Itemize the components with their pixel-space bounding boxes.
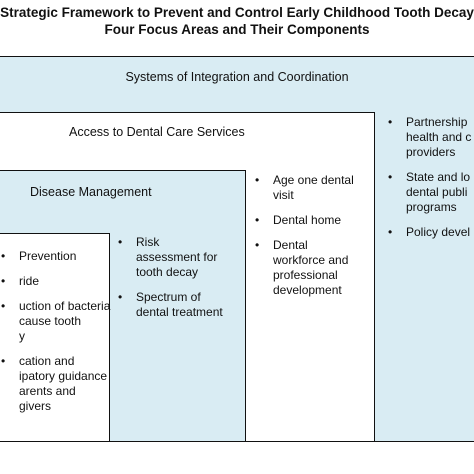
list-item: • cation and ipatory guidance arents and givers [0, 354, 110, 414]
list-item: • Dental workforce and professional development [251, 238, 375, 298]
list-item: • Dental home [251, 213, 375, 228]
list-item: • Prevention [0, 249, 110, 264]
area-label-systems: Systems of Integration and Coordination [125, 70, 349, 84]
systems-list [384, 115, 474, 250]
prevention-list [0, 249, 110, 424]
area-label-disease: Disease Management [30, 185, 152, 199]
list-item: • ride [0, 274, 110, 289]
list-item: • State and lo dental publi programs [384, 170, 474, 215]
list-item: • Risk assessment for tooth decay [114, 235, 244, 280]
diagram-title: Strategic Framework to Prevent and Control Early Childhood Tooth Decay [0, 5, 474, 20]
diagram-subtitle: Four Focus Areas and Their Components [104, 22, 370, 37]
list-item: • uction of bacteria cause tooth y [0, 299, 110, 344]
disease-management-list [114, 235, 244, 330]
list-item: • Age one dental visit [251, 173, 375, 203]
list-item: • Spectrum of dental treatment [114, 290, 244, 320]
area-label-access: Access to Dental Care Services [69, 125, 245, 139]
list-item: • Policy devel [384, 225, 474, 240]
list-item: • Partnership health and c providers [384, 115, 474, 160]
access-list [251, 173, 375, 308]
